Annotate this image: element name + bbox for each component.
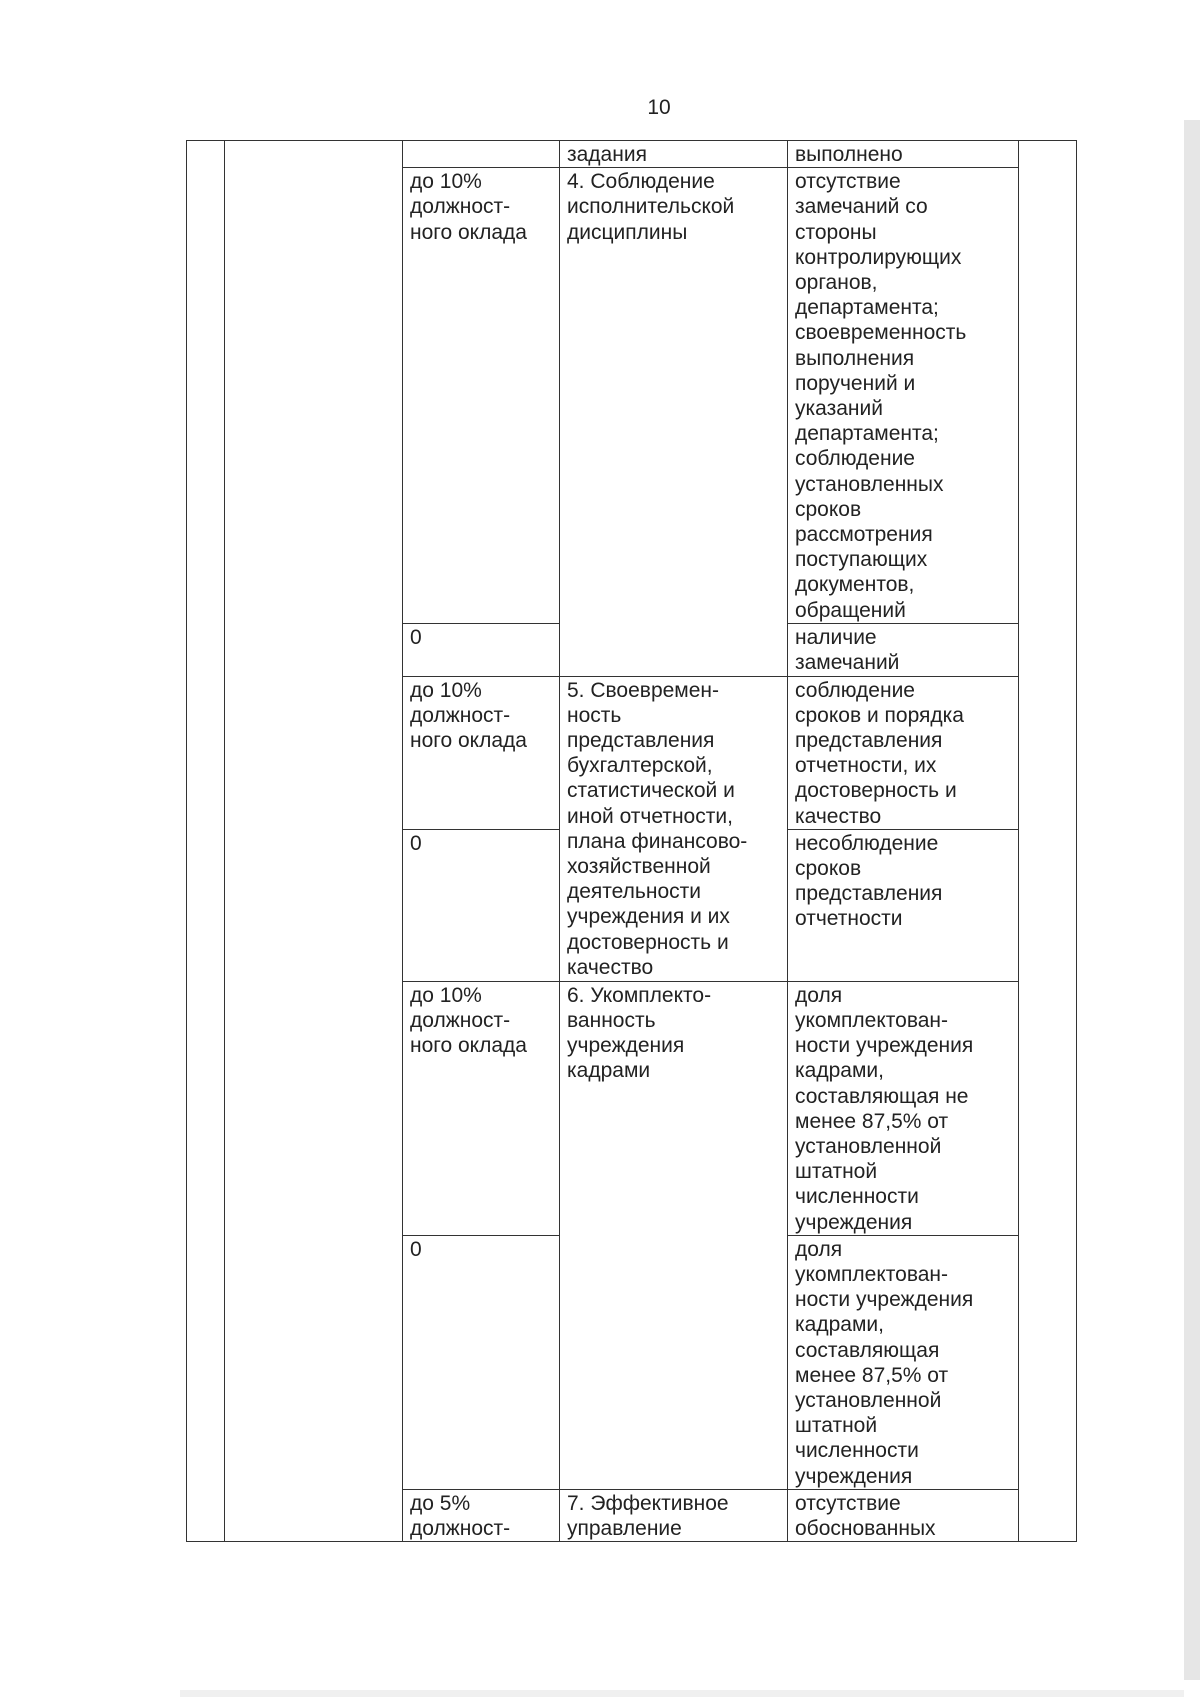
condition-cell xyxy=(788,1489,1019,1541)
amount-text: до 5% должност- xyxy=(410,1491,511,1541)
condition-cell xyxy=(788,624,1019,676)
condition-cell xyxy=(788,168,1019,624)
condition-text: отсутствие замечаний со стороны контролирующих органов, департамента; своевременность выполнения поручений и указаний департамента; соблюдение установленных сроков рассмотрения поступающих документов, обращений xyxy=(795,170,967,622)
criterion-text: 6. Укомплекто- ванность учреждения кадрами xyxy=(567,983,712,1083)
amount-cell xyxy=(403,1235,560,1489)
criteria-table xyxy=(186,140,1077,1542)
condition-cell xyxy=(788,829,1019,981)
condition-text: доля укомплектован- ности учреждения кадрами, составляющая менее 87,5% от установленной штатной численности учреждения xyxy=(795,1237,974,1488)
amount-text: до 10% должност- ного оклада xyxy=(410,170,527,244)
condition-text: отсутствие обоснованных xyxy=(795,1491,936,1541)
criterion-cell xyxy=(560,1489,788,1541)
scan-edge-shadow xyxy=(1184,120,1200,1680)
condition-cell xyxy=(788,981,1019,1235)
criterion-text: 5. Своевремен- ность представления бухгалтерской, статистической и иной отчетности, плана финансово- хозяйственной деятельности учреждения и их достоверность и качество xyxy=(567,678,748,979)
criterion-text: 7. Эффективное управление xyxy=(567,1491,729,1541)
page-number: 10 xyxy=(647,96,671,119)
amount-cell xyxy=(403,1489,560,1541)
empty-column-1 xyxy=(187,141,225,1542)
criterion-text: задания xyxy=(567,143,647,166)
amount-cell xyxy=(403,676,560,829)
empty-column-2 xyxy=(225,141,403,1542)
condition-text: наличие замечаний xyxy=(795,626,900,675)
amount-text: до 10% должност- ного оклада xyxy=(410,983,527,1058)
condition-text: соблюдение сроков и порядка представления отчетности, их достоверность и качество xyxy=(795,678,964,828)
empty-column-last xyxy=(1019,141,1077,1542)
condition-text: выполнено xyxy=(795,143,903,166)
amount-cell xyxy=(403,624,560,676)
criterion-text: 4. Соблюдение исполнительской дисциплины xyxy=(567,170,735,244)
criterion-cell xyxy=(560,168,788,676)
table-row xyxy=(187,141,1077,168)
scan-bottom-edge xyxy=(180,1690,1184,1697)
condition-text: доля укомплектован- ности учреждения кадрами, составляющая не менее 87,5% от установленной штатной численности учреждения xyxy=(795,983,974,1234)
amount-text: 0 xyxy=(410,831,422,855)
condition-cell xyxy=(788,1235,1019,1489)
amount-text: 0 xyxy=(410,1237,422,1261)
condition-text: несоблюдение сроков представления отчетности xyxy=(795,831,943,931)
amount-cell xyxy=(403,981,560,1235)
condition-cell xyxy=(788,141,1019,168)
amount-cell xyxy=(403,168,560,624)
criterion-cell xyxy=(560,981,788,1489)
criterion-cell xyxy=(560,141,788,168)
criterion-cell xyxy=(560,676,788,981)
amount-text: до 10% должност- ного оклада xyxy=(410,678,527,753)
amount-cell xyxy=(403,141,560,168)
condition-cell xyxy=(788,676,1019,829)
amount-text: 0 xyxy=(410,626,422,650)
amount-cell xyxy=(403,829,560,981)
